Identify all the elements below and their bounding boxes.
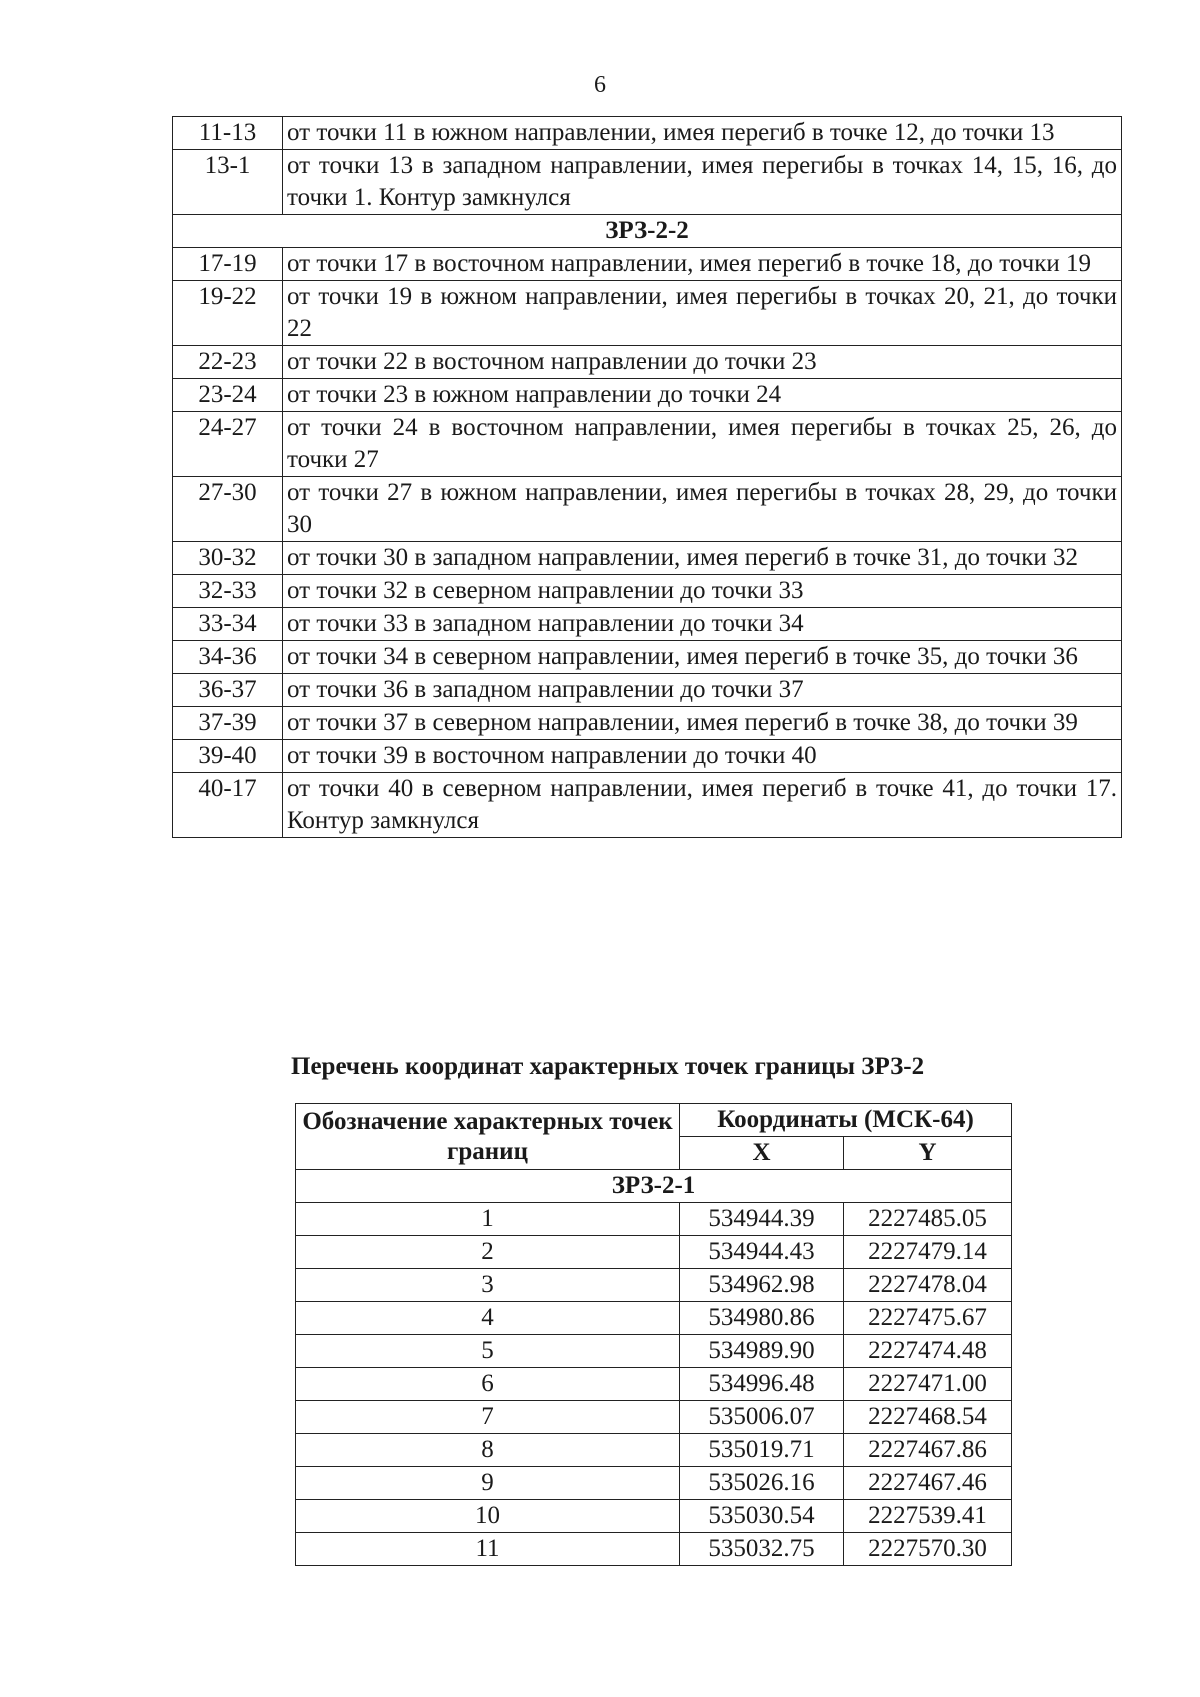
table-row — [173, 575, 1122, 608]
point-cell: 11 — [296, 1533, 680, 1566]
boundary-description-table — [172, 116, 1122, 838]
x-cell: 535030.54 — [680, 1500, 844, 1533]
table-row — [173, 150, 1122, 215]
y-cell: 2227479.14 — [844, 1236, 1012, 1269]
x-cell: 534980.86 — [680, 1302, 844, 1335]
point-cell: 10 — [296, 1500, 680, 1533]
table-row — [173, 641, 1122, 674]
x-cell: 535019.71 — [680, 1434, 844, 1467]
description-cell: от точки 27 в южном направлении, имея перегибы в точках 28, 29, до точки 30 — [283, 477, 1122, 542]
description-cell: от точки 40 в северном направлении, имея перегиб в точке 41, до точки 17. Контур замкнулся — [283, 773, 1122, 838]
description-cell: от точки 33 в западном направлении до точки 34 — [283, 608, 1122, 641]
segment-cell: 19-22 — [173, 281, 283, 346]
x-column-header: X — [680, 1137, 844, 1170]
y-cell: 2227467.46 — [844, 1467, 1012, 1500]
table-row — [296, 1500, 1012, 1533]
y-cell: 2227474.48 — [844, 1335, 1012, 1368]
segment-cell: 40-17 — [173, 773, 283, 838]
section-row — [173, 215, 1122, 248]
x-cell: 535032.75 — [680, 1533, 844, 1566]
coordinates-table — [295, 1103, 1012, 1566]
table-row — [296, 1401, 1012, 1434]
description-cell: от точки 32 в северном направлении до точки 33 — [283, 575, 1122, 608]
table-row — [173, 117, 1122, 150]
segment-cell: 34-36 — [173, 641, 283, 674]
coordinates-body — [296, 1203, 1012, 1566]
table-row — [173, 346, 1122, 379]
table-row — [173, 740, 1122, 773]
y-cell: 2227468.54 — [844, 1401, 1012, 1434]
x-cell: 535026.16 — [680, 1467, 844, 1500]
table-row — [173, 542, 1122, 575]
x-cell: 534962.98 — [680, 1269, 844, 1302]
coordinates-system-header: Координаты (МСК-64) — [680, 1104, 1012, 1137]
table-row — [296, 1236, 1012, 1269]
y-cell: 2227539.41 — [844, 1500, 1012, 1533]
point-cell: 1 — [296, 1203, 680, 1236]
table-row — [173, 773, 1122, 838]
point-cell: 3 — [296, 1269, 680, 1302]
point-cell: 8 — [296, 1434, 680, 1467]
y-cell: 2227478.04 — [844, 1269, 1012, 1302]
description-cell: от точки 39 в восточном направлении до точки 40 — [283, 740, 1122, 773]
section-label: ЗРЗ-2-1 — [296, 1170, 1012, 1203]
description-cell: от точки 17 в восточном направлении, имея перегиб в точке 18, до точки 19 — [283, 248, 1122, 281]
table-row — [173, 707, 1122, 740]
table-row — [173, 281, 1122, 346]
table-row — [173, 379, 1122, 412]
description-cell: от точки 34 в северном направлении, имея перегиб в точке 35, до точки 36 — [283, 641, 1122, 674]
segment-cell: 23-24 — [173, 379, 283, 412]
table-row — [173, 248, 1122, 281]
table-row — [173, 608, 1122, 641]
table-row — [296, 1335, 1012, 1368]
coordinates-section-row — [296, 1170, 1012, 1203]
table-row — [173, 674, 1122, 707]
coordinates-title: Перечень координат характерных точек границы ЗРЗ-2 — [291, 1053, 925, 1080]
x-cell: 534944.39 — [680, 1203, 844, 1236]
y-column-header: Y — [844, 1137, 1012, 1170]
y-cell: 2227570.30 — [844, 1533, 1012, 1566]
table-row — [173, 412, 1122, 477]
segment-cell: 22-23 — [173, 346, 283, 379]
description-cell: от точки 36 в западном направлении до точки 37 — [283, 674, 1122, 707]
y-cell: 2227475.67 — [844, 1302, 1012, 1335]
x-cell: 534989.90 — [680, 1335, 844, 1368]
table-row — [296, 1368, 1012, 1401]
x-cell: 535006.07 — [680, 1401, 844, 1434]
description-cell: от точки 37 в северном направлении, имея перегиб в точке 38, до точки 39 — [283, 707, 1122, 740]
section-label: ЗРЗ-2-2 — [173, 215, 1122, 248]
description-cell: от точки 11 в южном направлении, имея перегиб в точке 12, до точки 13 — [283, 117, 1122, 150]
description-cell: от точки 19 в южном направлении, имея перегибы в точках 20, 21, до точки 22 — [283, 281, 1122, 346]
table-row — [296, 1302, 1012, 1335]
page-number: 6 — [594, 72, 606, 98]
coordinates-header-row-1 — [296, 1104, 1012, 1137]
segment-cell: 27-30 — [173, 477, 283, 542]
segment-cell: 33-34 — [173, 608, 283, 641]
description-cell: от точки 24 в восточном направлении, имея перегибы в точках 25, 26, до точки 27 — [283, 412, 1122, 477]
point-cell: 2 — [296, 1236, 680, 1269]
segment-cell: 37-39 — [173, 707, 283, 740]
table-row — [296, 1203, 1012, 1236]
description-cell: от точки 23 в южном направлении до точки 24 — [283, 379, 1122, 412]
segment-cell: 30-32 — [173, 542, 283, 575]
x-cell: 534996.48 — [680, 1368, 844, 1401]
point-designation-header: Обозначение характерных точек границ — [296, 1104, 680, 1170]
x-cell: 534944.43 — [680, 1236, 844, 1269]
description-cell: от точки 30 в западном направлении, имея перегиб в точке 31, до точки 32 — [283, 542, 1122, 575]
segment-cell: 17-19 — [173, 248, 283, 281]
table-row — [296, 1467, 1012, 1500]
segment-cell: 13-1 — [173, 150, 283, 215]
segment-cell: 11-13 — [173, 117, 283, 150]
segment-cell: 24-27 — [173, 412, 283, 477]
point-cell: 4 — [296, 1302, 680, 1335]
boundary-description-body — [173, 117, 1122, 838]
y-cell: 2227467.86 — [844, 1434, 1012, 1467]
segment-cell: 32-33 — [173, 575, 283, 608]
table-row — [296, 1269, 1012, 1302]
point-cell: 7 — [296, 1401, 680, 1434]
table-row — [296, 1533, 1012, 1566]
segment-cell: 36-37 — [173, 674, 283, 707]
y-cell: 2227485.05 — [844, 1203, 1012, 1236]
description-cell: от точки 22 в восточном направлении до точки 23 — [283, 346, 1122, 379]
y-cell: 2227471.00 — [844, 1368, 1012, 1401]
point-cell: 6 — [296, 1368, 680, 1401]
table-row — [173, 477, 1122, 542]
point-cell: 5 — [296, 1335, 680, 1368]
description-cell: от точки 13 в западном направлении, имея перегибы в точках 14, 15, 16, до точки 1. Контур замкнулся — [283, 150, 1122, 215]
table-row — [296, 1434, 1012, 1467]
point-cell: 9 — [296, 1467, 680, 1500]
segment-cell: 39-40 — [173, 740, 283, 773]
